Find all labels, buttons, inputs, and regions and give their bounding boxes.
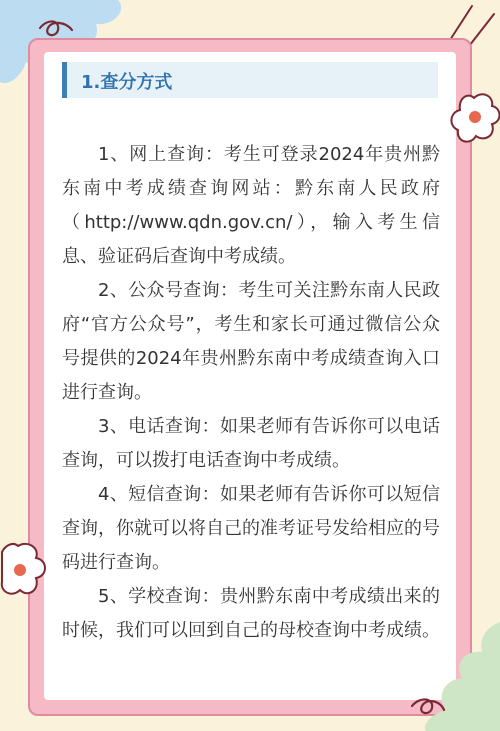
flower-decoration-right [448,90,500,154]
section-title: 1.查分方式 [81,72,173,93]
paragraph-wechat-query: 2、公众号查询：考生可关注黔东南人民政府“官方公众号”，考生和家长可通过微信公众号提供的2024年贵州黔东南中考成绩查询入口进行查询。 [62,280,440,403]
flower-decoration-left [0,538,52,606]
paragraph-school-query: 5、学校查询：贵州黔东南中考成绩出来的时候，我们可以回到自己的母校查询中考成绩。 [62,586,440,641]
paragraph-web-query: 1、网上查询：考生可登录2024年贵州黔东南中考成绩查询网站：黔东南人民政府（http://www.qdn.gov.cn/），输入考生信息、验证码后查询中考成绩。 [62,144,440,267]
section-header [62,62,438,98]
paragraph-phone-query: 3、电话查询：如果老师有告诉你可以电话查询，可以拨打电话查询中考成绩。 [62,416,440,471]
paragraph-sms-query: 4、短信查询：如果老师有告诉你可以短信查询，你就可以将自己的准考证号发给相应的号码进行查询。 [62,484,440,573]
article-body [62,138,440,648]
